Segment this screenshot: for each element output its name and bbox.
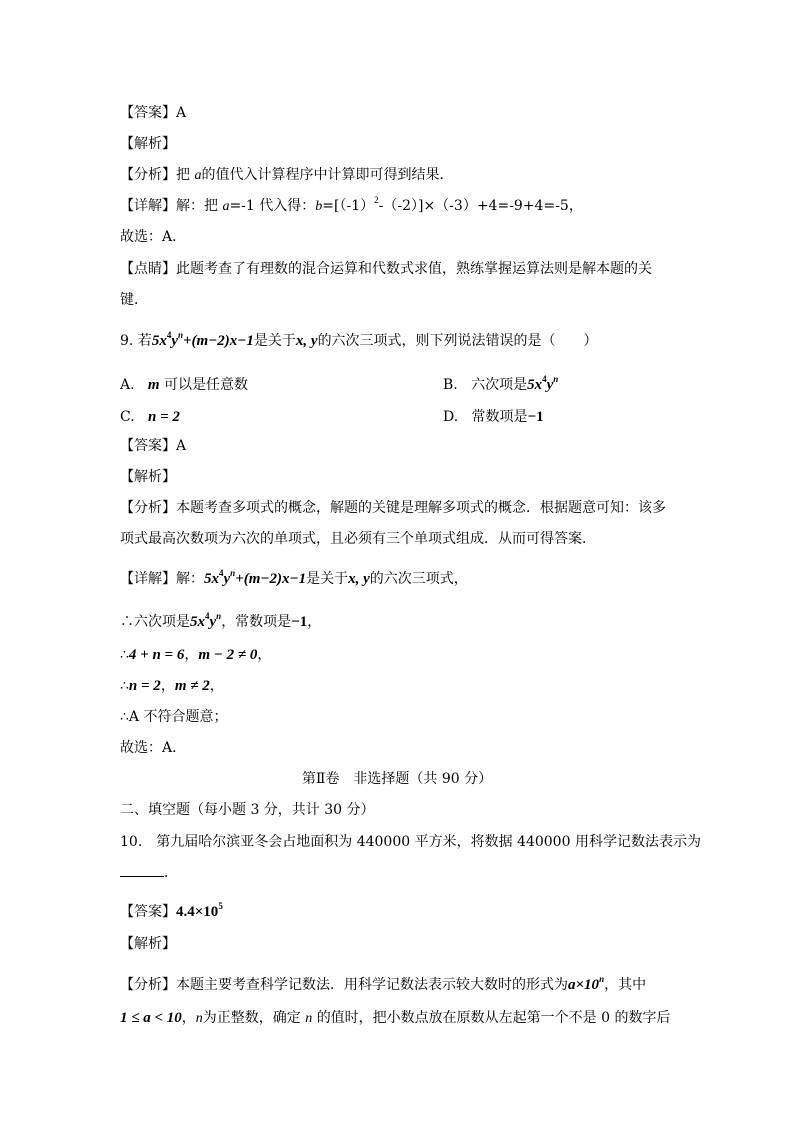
part-title: 第Ⅱ卷 非选择题（共 90 分） xyxy=(301,771,493,787)
question-number: 9. 若 xyxy=(120,333,152,349)
xiangjie-tag: 【详解】 xyxy=(120,571,176,587)
math-expr: 5x xyxy=(527,377,543,393)
option-label: C. xyxy=(120,409,135,425)
step-text: ， xyxy=(257,647,272,663)
q10-fenxi xyxy=(120,976,646,994)
fenxi-text: ， xyxy=(181,1010,196,1026)
answer-blank[interactable] xyxy=(120,864,164,877)
therefore: ∴ xyxy=(120,647,129,663)
exponent: 5 xyxy=(218,901,223,911)
q9-step-2 xyxy=(120,646,271,664)
fenxi-text: 把 xyxy=(176,167,190,183)
stem-text: ． xyxy=(164,865,178,881)
xiangjie-text: =-1 代入得： xyxy=(229,198,316,214)
xiangjie-text: 解： xyxy=(176,571,204,587)
answer-tag: 【答案】 xyxy=(120,904,176,920)
fenxi-text: 的值时，把小数点放在原数从左起第一个不是 0 的数字后 xyxy=(316,1010,671,1026)
q9-option-c xyxy=(120,408,180,426)
xiangjie-text: =[（-1） xyxy=(322,198,375,214)
q8-jiexi: 【解析】 xyxy=(120,136,176,152)
var-a: a xyxy=(222,199,230,214)
exponent: n xyxy=(216,611,222,621)
xiangjie-text: 的六次三项式， xyxy=(369,571,468,587)
math-expr: 5x xyxy=(190,614,205,630)
option-text: 可以是任意数 xyxy=(164,377,249,393)
math-expr: 4.4×10 xyxy=(176,904,219,920)
fenxi-text: 的值代入计算程序中计算即可得到结果． xyxy=(201,167,454,183)
xiangjie-text: 解：把 xyxy=(176,198,218,214)
math-expr: 5x xyxy=(151,333,167,349)
q9-stem xyxy=(120,332,598,350)
section-heading: 二、填空题（每小题 3 分，共计 30 分） xyxy=(120,802,375,818)
math-expr: +(m−2)x−1 xyxy=(183,333,254,349)
therefore: ∴ xyxy=(120,678,129,694)
dianjing-tag: 【点睛】 xyxy=(120,261,176,277)
xiangjie-tag: 【详解】 xyxy=(120,198,176,214)
math-expr: +(m−2)x−1 xyxy=(235,571,307,587)
exponent: n xyxy=(230,568,236,578)
q10-stem: 10. 第九届哈尔滨亚冬会占地面积为 440000 平方米，将数据 440000 用科学记数法表示为 xyxy=(120,834,701,850)
exponent: 4 xyxy=(219,568,224,578)
q9-step-1 xyxy=(120,613,321,631)
fenxi-text: 本题考查多项式的概念，解题的关键是理解多项式的概念．根据题意可知：该多 xyxy=(176,500,666,516)
var-n: n xyxy=(195,1011,203,1026)
math-var: m xyxy=(147,377,160,393)
q10-answer-line xyxy=(120,903,223,921)
math-expr: 1 ≤ a < 10 xyxy=(120,1010,182,1026)
q8-fenxi xyxy=(120,166,453,185)
var-a: a xyxy=(194,168,202,183)
math-expr: m ≠ 2 xyxy=(174,678,210,694)
math-expr: n = 2 xyxy=(128,678,161,694)
step-text: ， xyxy=(160,678,175,694)
fenxi-tag: 【分析】 xyxy=(120,167,176,183)
exponent: n xyxy=(553,374,559,384)
stem-text: 的六次三项式，则下列说法错误的是（ ） xyxy=(317,333,598,349)
option-label: D. xyxy=(443,409,459,425)
math-expr: −1 xyxy=(527,409,544,425)
math-vars: x, y xyxy=(348,571,370,587)
q8-dianjing xyxy=(120,260,652,278)
q10-jiexi: 【解析】 xyxy=(120,936,176,952)
q8-guxuan: 故选：A． xyxy=(120,229,187,245)
fenxi-tag: 【分析】 xyxy=(120,500,176,516)
q9-step-3 xyxy=(120,677,224,695)
math-expr: y xyxy=(223,571,231,587)
step-text: ， xyxy=(307,614,322,630)
fenxi-text: ，其中 xyxy=(604,977,647,993)
answer-tag: 【答案】 xyxy=(120,105,176,121)
option-label: B. xyxy=(443,377,458,393)
q8-dianjing-cont: 键． xyxy=(120,292,148,308)
step-text: ， xyxy=(184,647,199,663)
q10-stem-cont xyxy=(120,864,178,882)
exponent: n xyxy=(177,330,183,340)
step-text: ∴六次项是 xyxy=(120,614,190,630)
q9-option-d xyxy=(443,408,544,426)
q9-xiangjie xyxy=(120,570,468,588)
q10-fenxi-cont xyxy=(120,1009,671,1028)
exponent: 4 xyxy=(166,330,172,340)
xiangjie-text: 是关于 xyxy=(306,571,349,587)
answer-value: A xyxy=(176,105,187,121)
xiangjie-text: -（-2）]×（-3）+4=-9+4=-5， xyxy=(378,198,583,214)
dianjing-text: 此题考查了有理数的混合运算和代数式求值，熟练掌握运算法则是解本题的关 xyxy=(176,261,652,277)
q9-fenxi xyxy=(120,499,666,517)
fenxi-text: 本题主要考查科学记数法．用科学记数法表示较大数时的形式为 xyxy=(176,977,568,993)
q9-answer-line xyxy=(120,437,186,455)
math-expr: m − 2 ≠ 0 xyxy=(198,647,258,663)
math-expr: 4 + n = 6 xyxy=(128,647,185,663)
answer-value: A xyxy=(176,438,187,454)
step-text: ， xyxy=(209,678,224,694)
var-b: b xyxy=(315,199,323,214)
q8-xiangjie xyxy=(120,197,583,216)
q9-option-b xyxy=(443,376,558,394)
math-expr: y xyxy=(546,377,554,393)
var-n: n xyxy=(305,1011,313,1026)
math-expr: y xyxy=(171,333,178,349)
q9-option-a xyxy=(120,376,248,394)
math-expr: 5x xyxy=(204,571,219,587)
q9-guxuan: 故选：A． xyxy=(120,740,187,756)
q9-fenxi-cont: 项式最高次数项为六次的单项式，且必须有三个单项式组成．从而可得答案． xyxy=(120,531,596,547)
math-vars: x, y xyxy=(295,333,318,349)
exponent: 2 xyxy=(374,195,379,205)
q9-step-4: ∴A 不符合题意； xyxy=(120,709,228,725)
exponent: n xyxy=(599,974,605,984)
math-expr: −1 xyxy=(291,614,308,630)
math-expr: n = 2 xyxy=(148,409,180,425)
q8-answer-line xyxy=(120,104,186,122)
option-text: 六次项是 xyxy=(471,377,528,393)
answer-tag: 【答案】 xyxy=(120,438,176,454)
option-text: 常数项是 xyxy=(471,409,528,425)
stem-text: 是关于 xyxy=(253,333,296,349)
math-expr: y xyxy=(209,614,217,630)
exponent: 4 xyxy=(205,611,210,621)
fenxi-tag: 【分析】 xyxy=(120,977,176,993)
q9-jiexi: 【解析】 xyxy=(120,469,176,485)
fenxi-text: 为正整数，确定 xyxy=(202,1010,301,1026)
exponent: 4 xyxy=(542,374,547,384)
option-label: A. xyxy=(120,377,135,393)
step-text: ，常数项是 xyxy=(221,614,292,630)
math-expr: a×10 xyxy=(568,977,600,993)
